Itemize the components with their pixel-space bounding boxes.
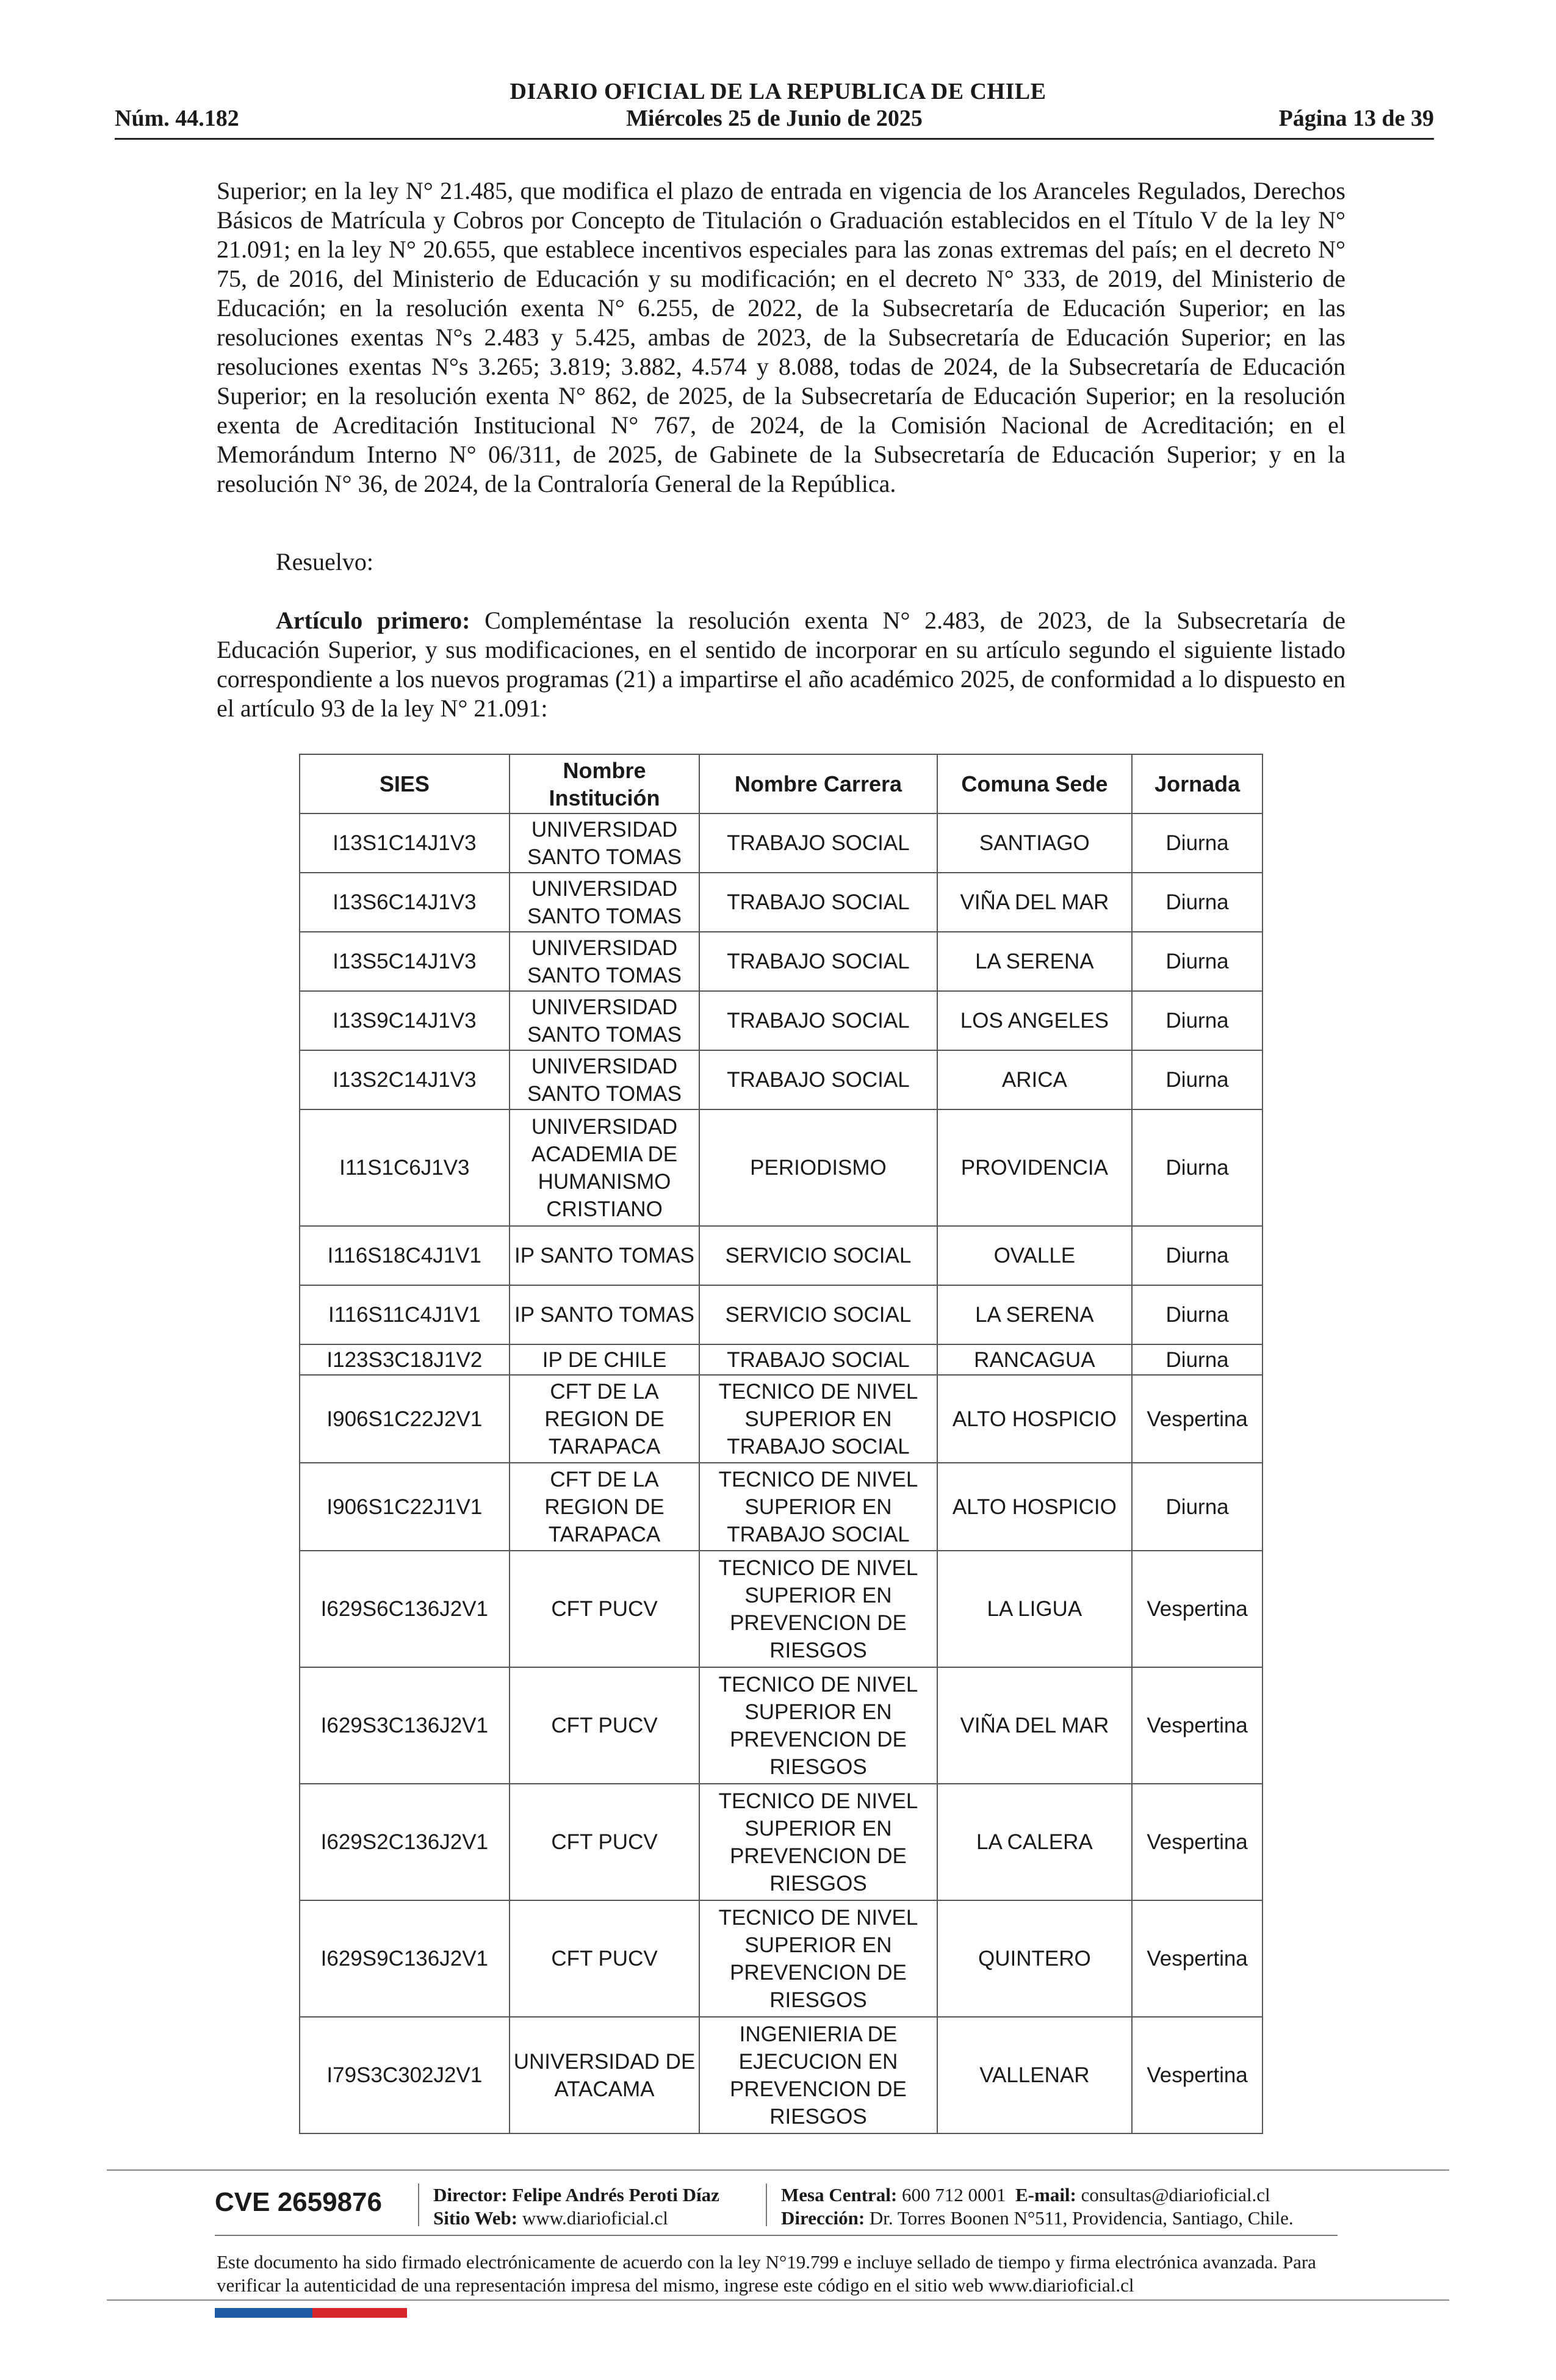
table-row bbox=[300, 1900, 1262, 2017]
cve-code: CVE 2659876 bbox=[215, 2187, 382, 2217]
cell-carrera: SERVICIO SOCIAL bbox=[699, 1285, 937, 1344]
cell-jornada: Vespertina bbox=[1132, 1784, 1262, 1900]
cell-carrera: TRABAJO SOCIAL bbox=[699, 932, 937, 991]
cell-institucion: UNIVERSIDAD SANTO TOMAS bbox=[510, 991, 700, 1050]
footer-separator bbox=[418, 2183, 419, 2226]
cell-institucion: UNIVERSIDAD SANTO TOMAS bbox=[510, 813, 700, 873]
header-sies: SIES bbox=[300, 754, 510, 813]
address-label: Dirección: bbox=[781, 2207, 865, 2229]
cell-institucion: CFT PUCV bbox=[510, 1667, 700, 1784]
cell-institucion: UNIVERSIDAD SANTO TOMAS bbox=[510, 1050, 700, 1109]
table-row bbox=[300, 813, 1262, 873]
table-row bbox=[300, 1551, 1262, 1667]
cell-sies: I906S1C22J2V1 bbox=[300, 1375, 510, 1463]
phone-number: 600 712 0001 bbox=[902, 2184, 1006, 2205]
flag-stripe-red bbox=[312, 2308, 407, 2318]
cell-sies: I116S11C4J1V1 bbox=[300, 1285, 510, 1344]
footer-contact-block bbox=[781, 2183, 1294, 2230]
director-label: Director: bbox=[433, 2184, 508, 2205]
cell-comuna: VALLENAR bbox=[937, 2017, 1133, 2133]
cell-jornada: Diurna bbox=[1132, 873, 1262, 932]
table-row bbox=[300, 1050, 1262, 1109]
footer-bottom-divider bbox=[107, 2299, 1449, 2301]
cell-carrera: INGENIERIA DE EJECUCION EN PREVENCION DE RIESGOS bbox=[699, 2017, 937, 2133]
legal-notice: Este documento ha sido firmado electrónicamente de acuerdo con la ley N°19.799 e incluye sellado de tiempo y firma electrónica avanzada. Para verificar la autenticidad de una representación impresa del mismo, ingrese este código en el sitio web www.diarioficial.cl bbox=[217, 2251, 1316, 2296]
director-name: Felipe Andrés Peroti Díaz bbox=[512, 2184, 719, 2205]
header-comuna: Comuna Sede bbox=[937, 754, 1133, 813]
footer-director-block bbox=[433, 2183, 719, 2230]
cell-jornada: Diurna bbox=[1132, 1285, 1262, 1344]
cell-sies: I13S9C14J1V3 bbox=[300, 991, 510, 1050]
cell-sies: I13S2C14J1V3 bbox=[300, 1050, 510, 1109]
cell-carrera: TECNICO DE NIVEL SUPERIOR EN TRABAJO SOCIAL bbox=[699, 1463, 937, 1551]
website-label: Sitio Web: bbox=[433, 2207, 518, 2229]
cell-sies: I116S18C4J1V1 bbox=[300, 1226, 510, 1285]
cell-sies: I629S2C136J2V1 bbox=[300, 1784, 510, 1900]
cell-comuna: LA SERENA bbox=[937, 932, 1133, 991]
cell-institucion: CFT PUCV bbox=[510, 1784, 700, 1900]
cell-jornada: Diurna bbox=[1132, 1463, 1262, 1551]
cell-carrera: TRABAJO SOCIAL bbox=[699, 813, 937, 873]
header-row bbox=[115, 105, 1434, 134]
cell-carrera: TECNICO DE NIVEL SUPERIOR EN PREVENCION DE RIESGOS bbox=[699, 1900, 937, 2017]
email-link[interactable]: consultas@diarioficial.cl bbox=[1081, 2184, 1270, 2205]
table-row bbox=[300, 2017, 1262, 2133]
footer-separator bbox=[766, 2183, 767, 2226]
programs-table bbox=[299, 754, 1263, 2134]
cell-jornada: Vespertina bbox=[1132, 1900, 1262, 2017]
article-text: Compleméntase la resolución exenta N° 2.483, de 2023, de la Subsecretaría de Educación Superior, y sus modificaciones, en el sentido de incorporar en su artículo segundo el siguiente listado correspondiente a los nuevos programas (21) a impartirse el año académico 2025, de conformidad a lo dispuesto en el artículo 93 de la ley N° 21.091: bbox=[217, 607, 1345, 722]
cell-comuna: SANTIAGO bbox=[937, 813, 1133, 873]
table-row bbox=[300, 932, 1262, 991]
cell-comuna: RANCAGUA bbox=[937, 1344, 1133, 1375]
issue-number: Núm. 44.182 bbox=[115, 106, 239, 131]
cell-carrera: TECNICO DE NIVEL SUPERIOR EN TRABAJO SOCIAL bbox=[699, 1375, 937, 1463]
cell-jornada: Diurna bbox=[1132, 1109, 1262, 1226]
cell-carrera: TRABAJO SOCIAL bbox=[699, 991, 937, 1050]
header-divider bbox=[115, 138, 1434, 140]
cell-sies: I79S3C302J2V1 bbox=[300, 2017, 510, 2133]
cell-carrera: TECNICO DE NIVEL SUPERIOR EN PREVENCION DE RIESGOS bbox=[699, 1551, 937, 1667]
cell-institucion: IP SANTO TOMAS bbox=[510, 1285, 700, 1344]
cell-comuna: PROVIDENCIA bbox=[937, 1109, 1133, 1226]
cell-institucion: UNIVERSIDAD ACADEMIA DE HUMANISMO CRISTIANO bbox=[510, 1109, 700, 1226]
cell-sies: I629S6C136J2V1 bbox=[300, 1551, 510, 1667]
cell-comuna: QUINTERO bbox=[937, 1900, 1133, 2017]
address-text: Dr. Torres Boonen N°511, Providencia, Santiago, Chile. bbox=[869, 2207, 1294, 2229]
header-jornada: Jornada bbox=[1132, 754, 1262, 813]
cell-institucion: IP DE CHILE bbox=[510, 1344, 700, 1375]
article-label: Artículo primero: bbox=[276, 607, 470, 634]
table-row bbox=[300, 1463, 1262, 1551]
cell-comuna: LA LIGUA bbox=[937, 1551, 1133, 1667]
cell-carrera: TRABAJO SOCIAL bbox=[699, 1344, 937, 1375]
cell-institucion: CFT PUCV bbox=[510, 1551, 700, 1667]
header-institucion: Nombre Institución bbox=[510, 754, 700, 813]
cell-jornada: Diurna bbox=[1132, 1226, 1262, 1285]
table-row bbox=[300, 1109, 1262, 1226]
cell-carrera: TECNICO DE NIVEL SUPERIOR EN PREVENCION DE RIESGOS bbox=[699, 1667, 937, 1784]
cell-jornada: Vespertina bbox=[1132, 1551, 1262, 1667]
table-row bbox=[300, 1226, 1262, 1285]
cell-institucion: CFT DE LA REGION DE TARAPACA bbox=[510, 1463, 700, 1551]
cell-institucion: UNIVERSIDAD SANTO TOMAS bbox=[510, 932, 700, 991]
cell-jornada: Diurna bbox=[1132, 932, 1262, 991]
table-row bbox=[300, 1667, 1262, 1784]
cell-sies: I13S1C14J1V3 bbox=[300, 813, 510, 873]
cell-comuna: ALTO HOSPICIO bbox=[937, 1463, 1133, 1551]
website-link[interactable]: www.diarioficial.cl bbox=[522, 2207, 668, 2229]
newspaper-title: DIARIO OFICIAL DE LA REPUBLICA DE CHILE bbox=[510, 79, 1046, 104]
cell-sies: I11S1C6J1V3 bbox=[300, 1109, 510, 1226]
cell-carrera: TECNICO DE NIVEL SUPERIOR EN PREVENCION DE RIESGOS bbox=[699, 1784, 937, 1900]
cell-comuna: LOS ANGELES bbox=[937, 991, 1133, 1050]
footer-top-divider bbox=[107, 2169, 1449, 2171]
email-label: E-mail: bbox=[1015, 2184, 1076, 2205]
cell-jornada: Vespertina bbox=[1132, 1667, 1262, 1784]
table-row bbox=[300, 1375, 1262, 1463]
cell-institucion: CFT PUCV bbox=[510, 1900, 700, 2017]
cell-sies: I123S3C18J1V2 bbox=[300, 1344, 510, 1375]
footer-mid-divider bbox=[215, 2235, 1338, 2236]
table-row bbox=[300, 1344, 1262, 1375]
cell-jornada: Vespertina bbox=[1132, 2017, 1262, 2133]
cell-carrera: TRABAJO SOCIAL bbox=[699, 873, 937, 932]
cell-comuna: LA SERENA bbox=[937, 1285, 1133, 1344]
table-row bbox=[300, 991, 1262, 1050]
header-carrera: Nombre Carrera bbox=[699, 754, 937, 813]
cell-sies: I629S3C136J2V1 bbox=[300, 1667, 510, 1784]
issue-date: Miércoles 25 de Junio de 2025 bbox=[626, 106, 923, 131]
cell-institucion: UNIVERSIDAD DE ATACAMA bbox=[510, 2017, 700, 2133]
cell-carrera: TRABAJO SOCIAL bbox=[699, 1050, 937, 1109]
cell-comuna: ARICA bbox=[937, 1050, 1133, 1109]
cell-institucion: IP SANTO TOMAS bbox=[510, 1226, 700, 1285]
cell-sies: I13S6C14J1V3 bbox=[300, 873, 510, 932]
cell-jornada: Diurna bbox=[1132, 991, 1262, 1050]
flag-stripe-blue bbox=[215, 2308, 312, 2318]
cell-sies: I629S9C136J2V1 bbox=[300, 1900, 510, 2017]
table-row bbox=[300, 1784, 1262, 1900]
cell-sies: I906S1C22J1V1 bbox=[300, 1463, 510, 1551]
cell-institucion: CFT DE LA REGION DE TARAPACA bbox=[510, 1375, 700, 1463]
cell-institucion: UNIVERSIDAD SANTO TOMAS bbox=[510, 873, 700, 932]
cell-comuna: VIÑA DEL MAR bbox=[937, 873, 1133, 932]
page-indicator: Página 13 de 39 bbox=[1278, 106, 1434, 131]
cell-sies: I13S5C14J1V3 bbox=[300, 932, 510, 991]
cell-jornada: Diurna bbox=[1132, 813, 1262, 873]
considerandos-paragraph: Superior; en la ley N° 21.485, que modifica el plazo de entrada en vigencia de los Aranceles Regulados, Derechos Básicos de Matrícula y Cobros por Concepto de Titulación o Graduación establecidos en el Título V de la ley N° 21.091; en la ley N° 20.655, que establece incentivos especiales para las zonas extremas del país; en el decreto N° 75, de 2016, del Ministerio de Educación y su modificación; en el decreto N° 333, de 2019, del Ministerio de Educación; en la resolución exenta N° 6.255, de 2022, de la Subsecretaría de Educación Superior; en las resoluciones exentas N°s 2.483 y 5.425, ambas de 2023, de la Subsecretaría de Educación Superior; en las resoluciones exentas N°s 3.265; 3.819; 3.882, 4.574 y 8.088, todas de 2024, de la Subsecretaría de Educación Superior; en la resolución exenta N° 862, de 2025, de la Subsecretaría de Educación Superior; en la resolución exenta de Acreditación Institucional N° 767, de 2024, de la Comisión Nacional de Acreditación; en el Memorándum Interno N° 06/311, de 2025, de Gabinete de la Subsecretaría de Educación Superior; y en la resolución N° 36, de 2024, de la Contraloría General de la República. bbox=[217, 177, 1345, 497]
cell-comuna: LA CALERA bbox=[937, 1784, 1133, 1900]
table-header-row bbox=[300, 754, 1262, 813]
phone-label: Mesa Central: bbox=[781, 2184, 898, 2205]
resuelvo-heading: Resuelvo: bbox=[276, 548, 373, 575]
cell-jornada: Vespertina bbox=[1132, 1375, 1262, 1463]
cell-comuna: ALTO HOSPICIO bbox=[937, 1375, 1133, 1463]
cell-jornada: Diurna bbox=[1132, 1050, 1262, 1109]
cell-carrera: PERIODISMO bbox=[699, 1109, 937, 1226]
article-first-paragraph bbox=[217, 606, 1345, 723]
cell-comuna: OVALLE bbox=[937, 1226, 1133, 1285]
table-row bbox=[300, 1285, 1262, 1344]
table-row bbox=[300, 873, 1262, 932]
cell-comuna: VIÑA DEL MAR bbox=[937, 1667, 1133, 1784]
cell-carrera: SERVICIO SOCIAL bbox=[699, 1226, 937, 1285]
cell-jornada: Diurna bbox=[1132, 1344, 1262, 1375]
